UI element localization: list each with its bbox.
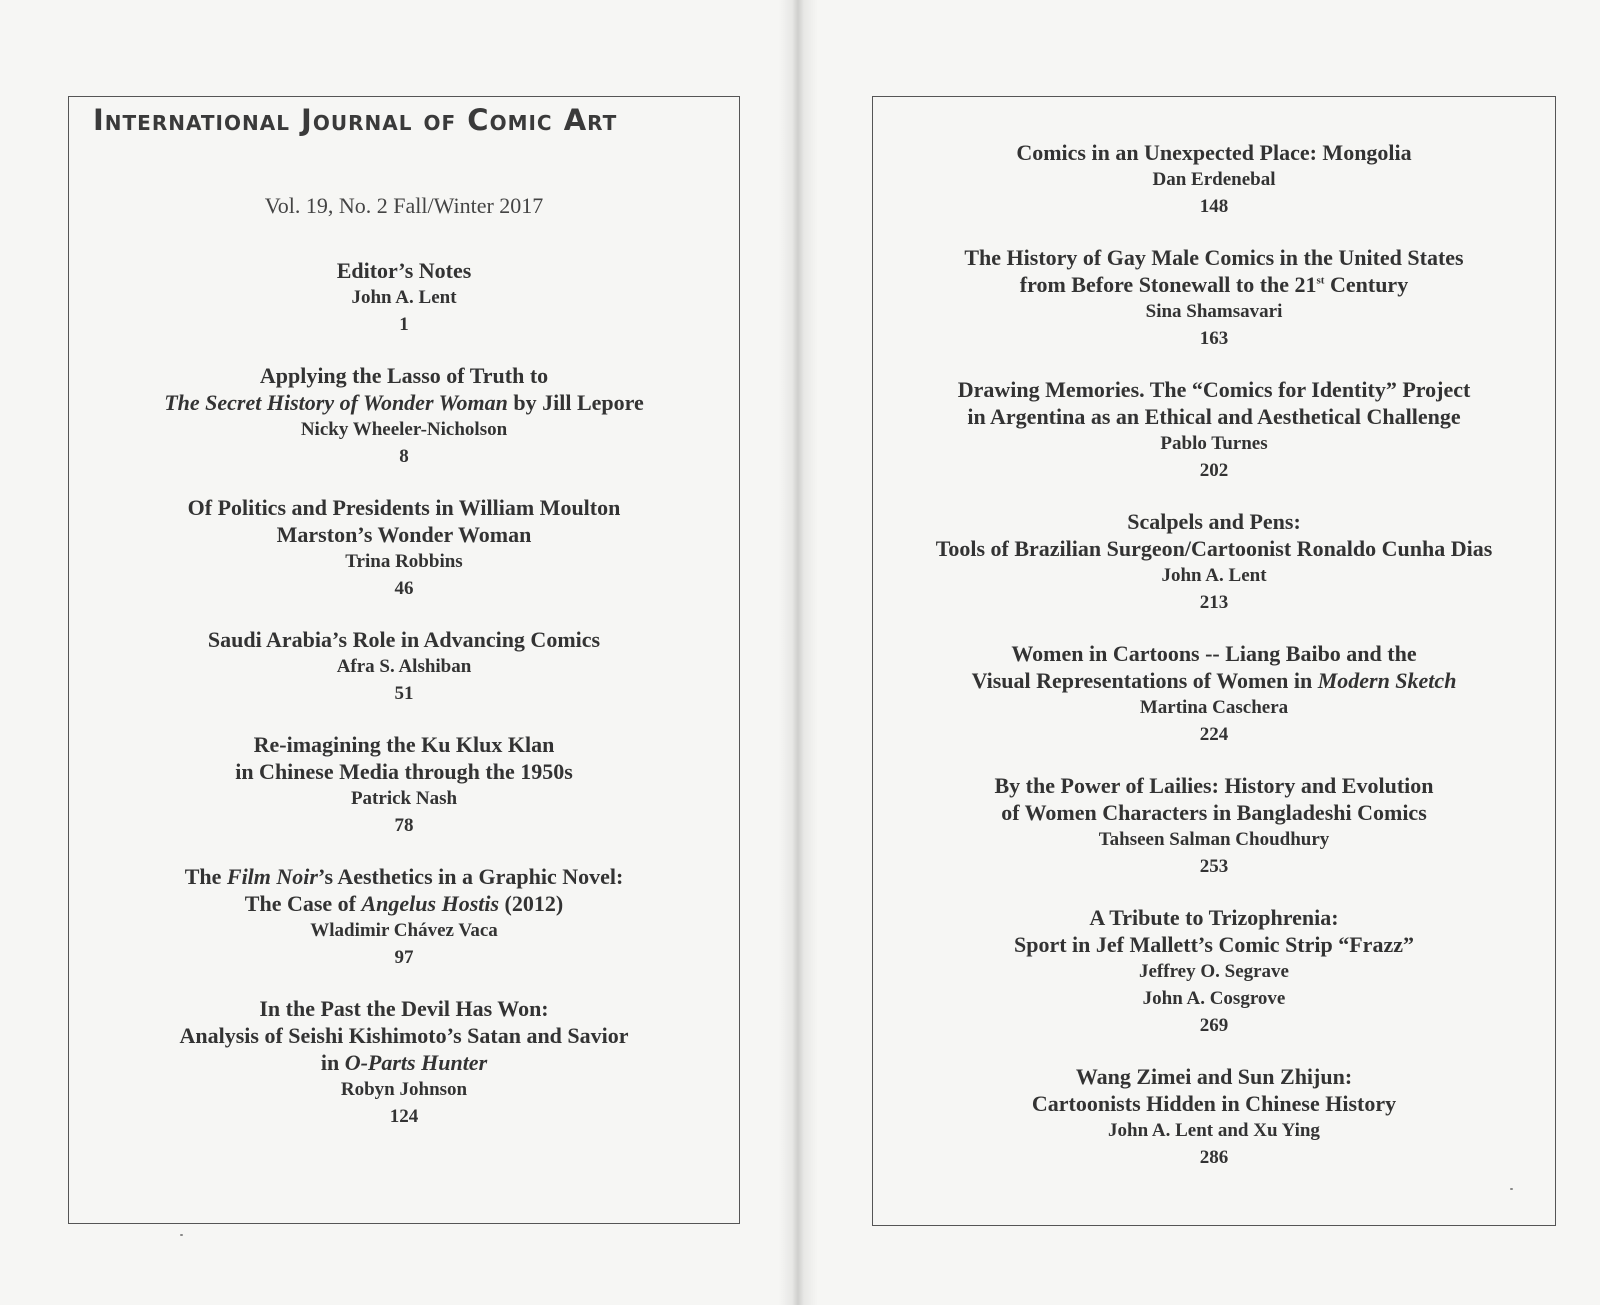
toc-right bbox=[873, 139, 1555, 1171]
entry-title: Editor’s Notes bbox=[336, 258, 472, 283]
entry-page: 148 bbox=[1199, 196, 1229, 217]
entry-title-line: Visual Representations of Women in Modern Sketch bbox=[971, 668, 1457, 693]
entry-title-line: in Argentina as an Ethical and Aesthetical Challenge bbox=[967, 404, 1461, 429]
entry-title: Comics in an Unexpected Place: Mongolia bbox=[1016, 140, 1412, 165]
entry-title-line: Cartoonists Hidden in Chinese History bbox=[1031, 1091, 1397, 1116]
entry-title: Re-imagining the Ku Klux Klan bbox=[253, 732, 555, 757]
toc-entry bbox=[873, 904, 1555, 1039]
entry-author: John A. Lent and Xu Ying bbox=[1108, 1120, 1320, 1141]
entry-page: 224 bbox=[1199, 724, 1229, 745]
entry-author: Pablo Turnes bbox=[1160, 433, 1268, 454]
toc-entry bbox=[69, 257, 739, 338]
entry-author: Jeffrey O. Segrave bbox=[1138, 961, 1289, 982]
entry-title-line: Analysis of Seishi Kishimoto’s Satan and Savior bbox=[179, 1023, 629, 1048]
entry-author: Trina Robbins bbox=[345, 551, 463, 572]
entry-title: Of Politics and Presidents in William Moulton bbox=[187, 495, 621, 520]
entry-author: Patrick Nash bbox=[350, 788, 458, 809]
toc-entry bbox=[873, 640, 1555, 748]
toc-entry bbox=[873, 772, 1555, 880]
entry-title-line: in O-Parts Hunter bbox=[320, 1050, 488, 1075]
toc-entry bbox=[69, 995, 739, 1130]
entry-page: 1 bbox=[399, 314, 409, 335]
entry-page: 163 bbox=[1199, 328, 1229, 349]
entry-author: Martina Caschera bbox=[1139, 697, 1289, 718]
entry-author: Sina Shamsavari bbox=[1145, 301, 1283, 322]
book-title-italic: The Secret History of Wonder Woman bbox=[164, 390, 508, 415]
entry-title: By the Power of Lailies: History and Evolution bbox=[994, 773, 1434, 798]
toc-entry bbox=[873, 1063, 1555, 1171]
entry-author: Afra S. Alshiban bbox=[336, 656, 472, 677]
entry-page: 269 bbox=[1199, 1015, 1229, 1036]
entry-title: Scalpels and Pens: bbox=[1127, 509, 1301, 534]
toc-entry bbox=[873, 244, 1555, 352]
entry-title: Drawing Memories. The “Comics for Identity” Project bbox=[957, 377, 1471, 402]
toc-entry bbox=[873, 376, 1555, 484]
entry-title: Applying the Lasso of Truth to bbox=[259, 363, 549, 388]
toc-entry bbox=[69, 362, 739, 470]
entry-page: 202 bbox=[1199, 460, 1229, 481]
toc-left bbox=[69, 257, 739, 1130]
entry-title-line: Tools of Brazilian Surgeon/Cartoonist Ronaldo Cunha Dias bbox=[935, 536, 1493, 561]
left-page-frame bbox=[68, 96, 740, 1224]
entry-title-line: Marston’s Wonder Woman bbox=[276, 522, 532, 547]
entry-title-line: from Before Stonewall to the 21st Century bbox=[1019, 272, 1409, 297]
entry-page: 124 bbox=[389, 1106, 419, 1127]
scan-speck bbox=[180, 1234, 183, 1236]
book-gutter bbox=[778, 0, 818, 1305]
volume-info: Vol. 19, No. 2 Fall/Winter 2017 bbox=[264, 193, 544, 218]
entry-title: A Tribute to Trizophrenia: bbox=[1089, 905, 1339, 930]
entry-title-line: in Chinese Media through the 1950s bbox=[235, 759, 573, 784]
toc-entry bbox=[69, 731, 739, 839]
entry-title: Wang Zimei and Sun Zhijun: bbox=[1075, 1064, 1353, 1089]
entry-author: Wladimir Chávez Vaca bbox=[310, 920, 498, 941]
entry-page: 78 bbox=[394, 815, 414, 836]
entry-page: 286 bbox=[1199, 1147, 1229, 1168]
entry-author: John A. Lent bbox=[1161, 565, 1267, 586]
toc-entry bbox=[69, 494, 739, 602]
entry-author: Robyn Johnson bbox=[340, 1079, 468, 1100]
toc-entry bbox=[873, 508, 1555, 616]
entry-author: John A. Cosgrove bbox=[1142, 988, 1286, 1009]
journal-masthead: International Journal of Comic Art bbox=[93, 103, 618, 137]
toc-entry bbox=[873, 139, 1555, 220]
entry-title-line: of Women Characters in Bangladeshi Comics bbox=[1001, 800, 1427, 825]
entry-title-line: The Secret History of Wonder Woman by Jill Lepore bbox=[164, 390, 644, 415]
entry-title-line: The Case of Angelus Hostis (2012) bbox=[244, 891, 564, 916]
scan-speck bbox=[1510, 1188, 1513, 1190]
entry-page: 213 bbox=[1199, 592, 1229, 613]
right-page-frame bbox=[872, 96, 1556, 1226]
entry-title: Women in Cartoons -- Liang Baibo and the bbox=[1011, 641, 1417, 666]
entry-page: 8 bbox=[399, 446, 409, 467]
entry-title: In the Past the Devil Has Won: bbox=[259, 996, 549, 1021]
entry-title: Saudi Arabia’s Role in Advancing Comics bbox=[207, 627, 601, 652]
entry-title-line: The Film Noir’s Aesthetics in a Graphic Novel: bbox=[184, 864, 624, 889]
toc-entry bbox=[69, 626, 739, 707]
toc-entry bbox=[69, 863, 739, 971]
entry-title: The History of Gay Male Comics in the United States bbox=[964, 245, 1464, 270]
entry-author: Nicky Wheeler-Nicholson bbox=[300, 419, 508, 440]
entry-page: 51 bbox=[394, 683, 414, 704]
entry-author: Tahseen Salman Choudhury bbox=[1098, 829, 1330, 850]
entry-page: 97 bbox=[394, 947, 414, 968]
entry-title-line: Sport in Jef Mallett’s Comic Strip “Frazz” bbox=[1014, 932, 1414, 957]
entry-author: Dan Erdenebal bbox=[1152, 169, 1276, 190]
entry-page: 253 bbox=[1199, 856, 1229, 877]
entry-author: John A. Lent bbox=[351, 287, 457, 308]
entry-page: 46 bbox=[394, 578, 414, 599]
